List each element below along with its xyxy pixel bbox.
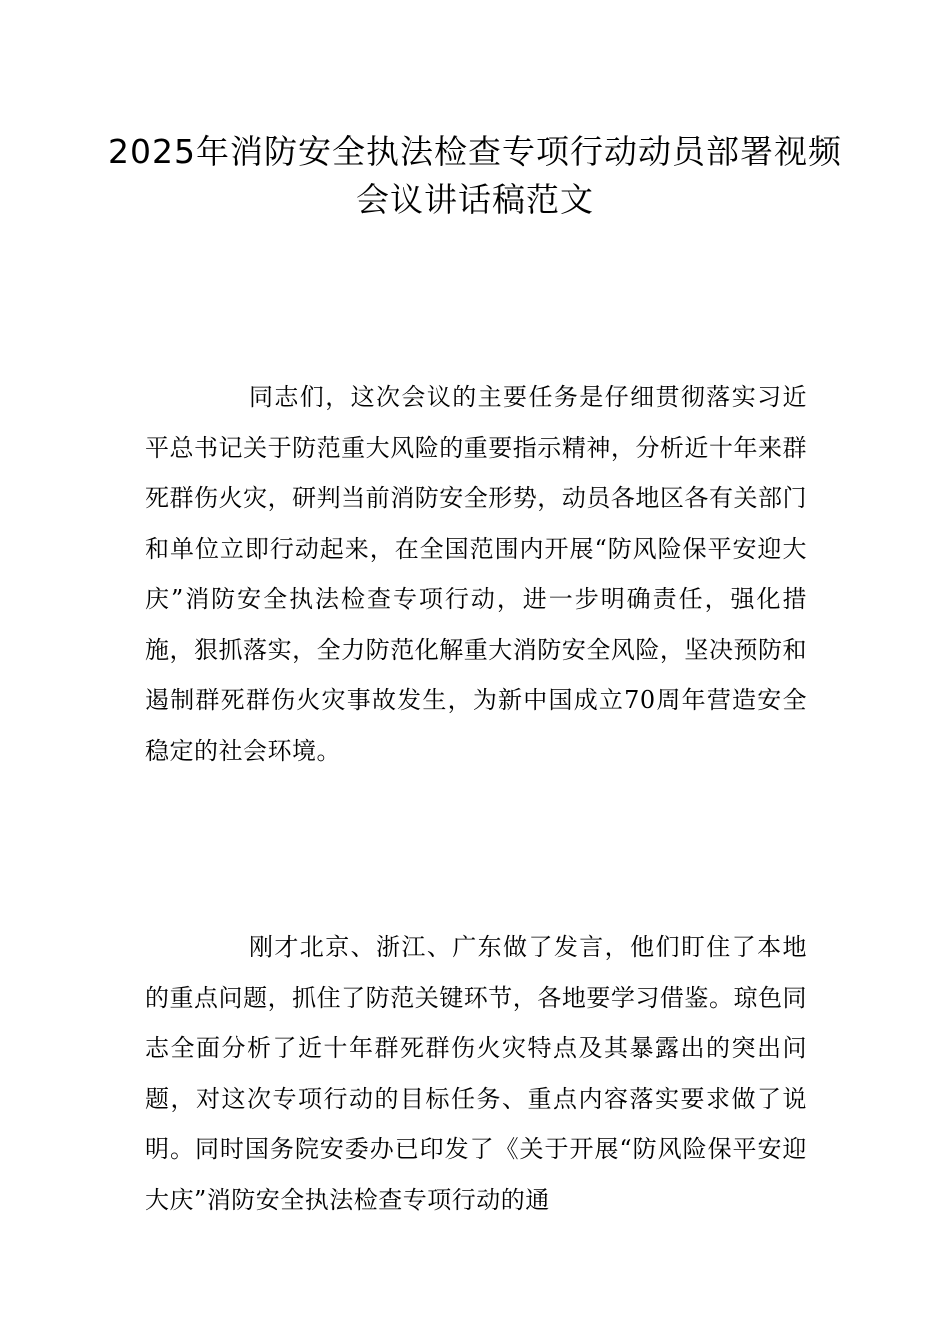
body-paragraph: 同志们，这次会议的主要任务是仔细贯彻落实习近平总书记关于防范重大风险的重要指示精神，分析近十年来群死群伤火灾，研判当前消防安全形势，动员各地区各有关部门和单位立即行动起来，在全国范围内开展“防风险保平安迎大庆”消防安全执法检查专项行动，进一步明确责任，强化措施，狠抓落实，全力防范化解重大消防安全风险，坚决预防和遏制群死群伤火灾事故发生，为新中国成立70周年营造安全稳定的社会环境。 bbox=[145, 383, 807, 765]
document-title: 2025年消防安全执法检查专项行动动员部署视频会议讲话稿范文 bbox=[108, 132, 842, 219]
body-paragraph: 刚才北京、浙江、广东做了发言，他们盯住了本地的重点问题，抓住了防范关键环节，各地要学习借鉴。琼色同志全面分析了近十年群死群伤火灾特点及其暴露出的突出问题，对这次专项行动的目标任务、重点内容落实要求做了说明。同时国务院安委办已印发了《关于开展“防风险保平安迎大庆”消防安全执法检查专项行动的通 bbox=[145, 933, 807, 1214]
